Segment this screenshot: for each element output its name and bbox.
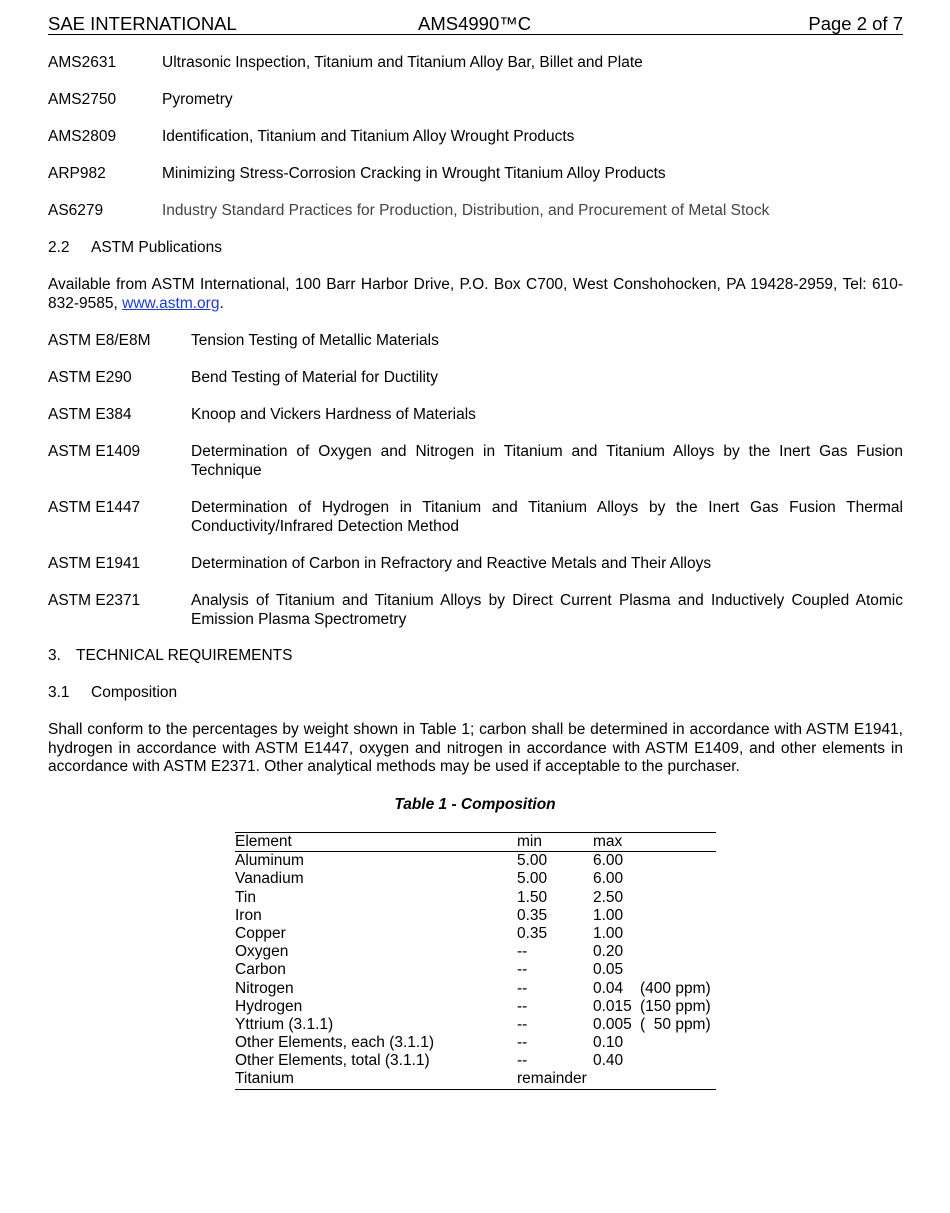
reference-title: Analysis of Titanium and Titanium Alloys by Direct Current Plasma and Inductively Coupled Atomic Emission Plasma Spectrometry [191,592,903,628]
cell-max: 0.10 [593,1034,624,1052]
cell-max: 0.40 [593,1052,624,1070]
cell-max: 1.00 [593,906,624,924]
cell-element: Hydrogen [235,997,303,1015]
availability-end: . [219,294,224,312]
table-row [235,1016,716,1034]
header-document-number: AMS4990™C [418,13,532,34]
table-row [235,870,716,888]
cell-element: Iron [235,906,262,924]
cell-element: Other Elements, each (3.1.1) [235,1034,435,1052]
cell-min: -- [517,961,528,979]
cell-max: 0.005 [593,1015,632,1033]
cell-min: -- [517,1034,528,1052]
reference-code: ARP982 [48,165,106,182]
section-title: ASTM Publications [91,239,222,256]
column-header-element: Element [235,833,292,850]
table-row [235,925,716,943]
composition-paragraph: Shall conform to the percentages by weight shown in Table 1; carbon shall be determined in accordance with ASTM E1941, hydrogen in accordance with ASTM E1447, oxygen and nitrogen in accordance with ASTM E1409, and other elements in accordance with ASTM E2371. Other analytical methods may be used if acceptable to the purchaser. [48,721,903,775]
table-row [235,852,716,870]
reference-title: Pyrometry [162,91,233,108]
section-title: TECHNICAL REQUIREMENTS [76,647,293,664]
cell-min: -- [517,943,528,961]
reference-code: ASTM E2371 [48,592,141,609]
reference-title: Determination of Carbon in Refractory and Reactive Metals and Their Alloys [191,555,712,572]
cell-element: Yttrium (3.1.1) [235,1015,334,1033]
table-row [235,943,716,961]
section-heading-2-2 [48,239,222,258]
reference-code: ASTM E384 [48,406,132,423]
table-row [235,907,716,925]
table-row [235,980,716,998]
astm-availability-paragraph [48,276,903,313]
reference-code: ASTM E8/E8M [48,332,151,349]
table-header-row [235,833,716,852]
cell-element: Carbon [235,961,286,979]
table-row [235,1052,716,1070]
column-header-max: max [593,833,623,850]
reference-title: Determination of Oxygen and Nitrogen in Titanium and Titanium Alloys by the Inert Gas Fusion Technique [191,443,903,479]
cell-note: (150 ppm) [640,997,711,1015]
reference-code: AMS2631 [48,54,117,71]
astm-website-link[interactable]: www.astm.org [122,294,220,312]
reference-title: Minimizing Stress-Corrosion Cracking in Wrought Titanium Alloy Products [162,165,666,182]
reference-code: AS6279 [48,202,104,219]
cell-max: 6.00 [593,852,624,870]
table-row [235,1034,716,1052]
reference-code: ASTM E1941 [48,555,141,572]
cell-element: Nitrogen [235,979,294,997]
cell-max: 1.00 [593,924,624,942]
section-number: 3.1 [48,684,70,701]
header-organization: SAE INTERNATIONAL [48,13,237,34]
cell-min: 5.00 [517,852,548,870]
reference-title: Ultrasonic Inspection, Titanium and Titanium Alloy Bar, Billet and Plate [162,54,643,71]
reference-title: Tension Testing of Metallic Materials [191,332,439,349]
cell-element: Oxygen [235,943,289,961]
cell-element: Tin [235,888,256,906]
table-row [235,961,716,979]
cell-min: -- [517,1052,528,1070]
reference-code: AMS2809 [48,128,117,145]
cell-element: Titanium [235,1070,294,1088]
cell-min: -- [517,997,528,1015]
cell-element: Other Elements, total (3.1.1) [235,1052,430,1070]
reference-code: ASTM E1447 [48,499,141,516]
reference-title: Bend Testing of Material for Ductility [191,369,438,386]
cell-max: 2.50 [593,888,624,906]
cell-element: Aluminum [235,852,304,870]
reference-code: ASTM E1409 [48,443,141,460]
table-caption: Table 1 - Composition [394,796,556,813]
cell-note: (400 ppm) [640,979,711,997]
cell-element: Vanadium [235,870,304,888]
table-row [235,998,716,1016]
cell-min: -- [517,979,528,997]
cell-min: 1.50 [517,888,548,906]
cell-min: -- [517,1015,528,1033]
section-number: 2.2 [48,239,70,256]
page-header [48,13,903,35]
table-row [235,889,716,907]
cell-max: 0.05 [593,961,624,979]
cell-max: 6.00 [593,870,624,888]
cell-element: Copper [235,924,286,942]
section-heading-3-1 [48,684,177,703]
reference-title: Industry Standard Practices for Production, Distribution, and Procurement of Metal Stock [162,202,770,219]
reference-title: Identification, Titanium and Titanium Alloy Wrought Products [162,128,575,145]
cell-max: 0.015 [593,997,632,1015]
availability-text: Available from ASTM International, 100 Barr Harbor Drive, P.O. Box C700, West Conshohocken, PA 19428-2959, Tel: 610-832-9585, [48,276,903,312]
header-page-number: Page 2 of 7 [808,13,903,34]
section-title: Composition [91,684,178,701]
reference-code: ASTM E290 [48,369,132,386]
cell-max: 0.20 [593,943,624,961]
reference-code: AMS2750 [48,91,117,108]
cell-min: 0.35 [517,924,548,942]
section-heading-3 [48,647,292,666]
column-header-min: min [517,833,542,850]
reference-title: Determination of Hydrogen in Titanium and Titanium Alloys by the Inert Gas Fusion Thermal Conductivity/Infrared Detection Method [191,499,903,535]
composition-table [235,832,716,1090]
cell-min: 0.35 [517,906,548,924]
reference-title: Knoop and Vickers Hardness of Materials [191,406,476,423]
section-number: 3. [48,647,61,664]
cell-min: remainder [517,1070,587,1088]
cell-max: 0.04 [593,979,624,997]
cell-note: ( 50 ppm) [640,1015,711,1033]
table-row [235,1070,716,1088]
cell-min: 5.00 [517,870,548,888]
